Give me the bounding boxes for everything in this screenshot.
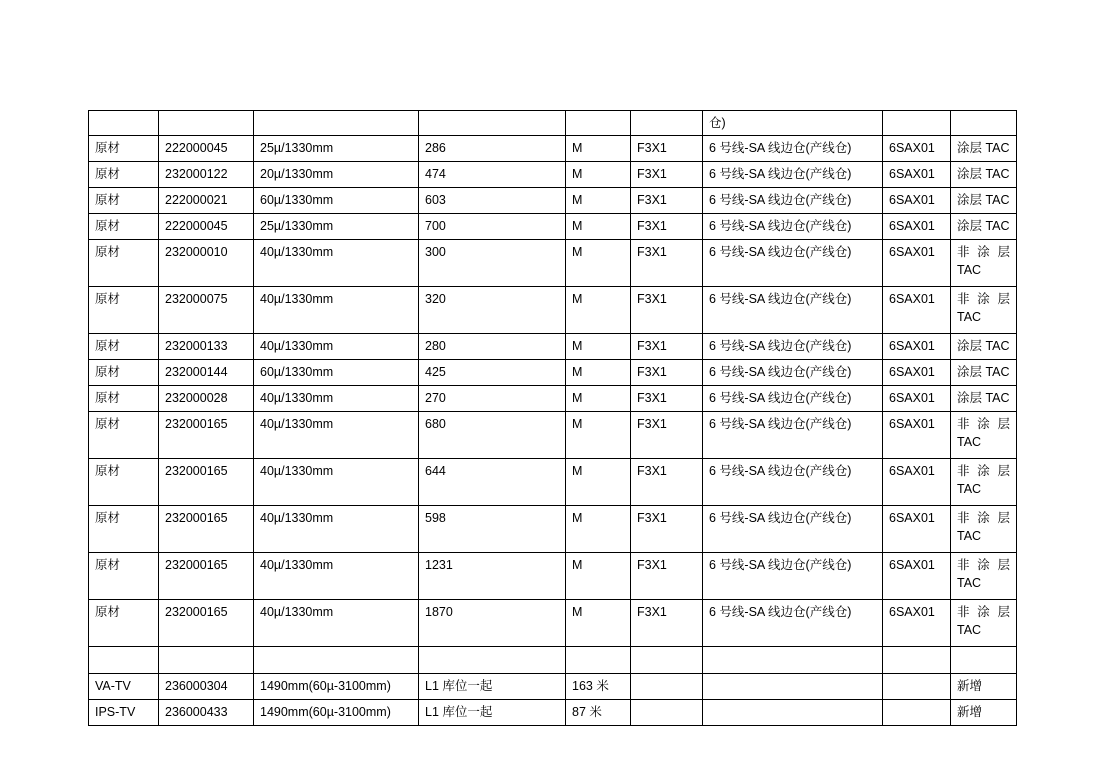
table-cell: 6SAX01 [883,287,951,334]
table-row [89,287,1017,334]
table-row [89,647,1017,674]
table-row [89,188,1017,214]
table-cell [951,647,1017,674]
table-row [89,412,1017,459]
table-cell: 非 涂 层 TAC [951,506,1017,553]
table-cell: 40µ/1330mm [254,240,419,287]
table-cell: 1490mm(60µ-3100mm) [254,700,419,726]
table-cell [951,111,1017,136]
table-cell: 232000165 [159,459,254,506]
table-cell [419,111,566,136]
table-cell: M [566,334,631,360]
table-cell: 1231 [419,553,566,600]
table-cell: 新增 [951,700,1017,726]
table-cell: 40µ/1330mm [254,459,419,506]
table-cell: 232000165 [159,412,254,459]
table-cell: 仓) [703,111,883,136]
table-cell: 原材 [89,386,159,412]
table-row [89,111,1017,136]
table-cell: F3X1 [631,412,703,459]
table-cell: F3X1 [631,188,703,214]
table-cell [703,700,883,726]
table-cell [703,674,883,700]
table-cell [883,674,951,700]
table-cell: F3X1 [631,240,703,287]
table-cell: 原材 [89,214,159,240]
table-cell: 6SAX01 [883,188,951,214]
table-row [89,240,1017,287]
table-cell: 680 [419,412,566,459]
table-cell: 644 [419,459,566,506]
table-cell: F3X1 [631,214,703,240]
table-cell: M [566,240,631,287]
table-cell: M [566,600,631,647]
table-row [89,506,1017,553]
table-cell: 6 号线-SA 线边仓(产线仓) [703,412,883,459]
table-cell: F3X1 [631,386,703,412]
table-cell: 474 [419,162,566,188]
table-cell [89,647,159,674]
table-cell: F3X1 [631,287,703,334]
table-cell: 涂层 TAC [951,360,1017,386]
table-cell: 232000144 [159,360,254,386]
table-cell [631,111,703,136]
table-cell: 1490mm(60µ-3100mm) [254,674,419,700]
table-row [89,553,1017,600]
table-cell: M [566,412,631,459]
table-cell [254,647,419,674]
table-cell: IPS-TV [89,700,159,726]
table-cell: M [566,386,631,412]
table-cell: 232000028 [159,386,254,412]
table-cell [631,700,703,726]
table-cell: F3X1 [631,459,703,506]
table-cell: 20µ/1330mm [254,162,419,188]
table-cell: 非 涂 层 TAC [951,287,1017,334]
table-cell: 6 号线-SA 线边仓(产线仓) [703,162,883,188]
table-cell: 6SAX01 [883,386,951,412]
inventory-table [88,110,1017,726]
table-cell: 6 号线-SA 线边仓(产线仓) [703,188,883,214]
table-cell: 40µ/1330mm [254,600,419,647]
table-cell [566,111,631,136]
table-cell: 25µ/1330mm [254,214,419,240]
table-cell: 270 [419,386,566,412]
table-cell: 6 号线-SA 线边仓(产线仓) [703,506,883,553]
table-cell: 非 涂 层 TAC [951,600,1017,647]
table-cell: 6SAX01 [883,553,951,600]
table-row [89,214,1017,240]
table-cell [631,674,703,700]
table-cell: F3X1 [631,162,703,188]
table-cell: 涂层 TAC [951,334,1017,360]
table-cell: 6 号线-SA 线边仓(产线仓) [703,240,883,287]
table-cell: M [566,360,631,386]
table-cell: L1 库位一起 [419,674,566,700]
table-cell: M [566,506,631,553]
table-cell: 涂层 TAC [951,136,1017,162]
table-cell: 40µ/1330mm [254,386,419,412]
table-cell: 25µ/1330mm [254,136,419,162]
table-cell: 非 涂 层 TAC [951,412,1017,459]
table-cell: 6SAX01 [883,334,951,360]
table-cell: 6 号线-SA 线边仓(产线仓) [703,386,883,412]
table-cell [89,111,159,136]
table-cell: F3X1 [631,553,703,600]
table-cell [566,647,631,674]
table-cell: 40µ/1330mm [254,506,419,553]
table-cell: 6SAX01 [883,600,951,647]
table-cell: 286 [419,136,566,162]
table-cell: M [566,136,631,162]
table-cell: 232000165 [159,553,254,600]
table-cell: 6SAX01 [883,412,951,459]
table-cell: F3X1 [631,136,703,162]
table-cell: 6SAX01 [883,214,951,240]
table-cell: 非 涂 层 TAC [951,553,1017,600]
table-cell [159,647,254,674]
table-cell: 6 号线-SA 线边仓(产线仓) [703,600,883,647]
table-cell [883,700,951,726]
inventory-table-container [88,110,1016,726]
table-cell: 涂层 TAC [951,162,1017,188]
table-cell: 6SAX01 [883,240,951,287]
table-cell: 非 涂 层 TAC [951,240,1017,287]
table-cell: 232000165 [159,600,254,647]
table-cell [159,111,254,136]
table-row [89,162,1017,188]
table-cell: 40µ/1330mm [254,412,419,459]
table-cell: 原材 [89,188,159,214]
table-cell: 原材 [89,240,159,287]
table-cell: F3X1 [631,360,703,386]
table-cell: 6SAX01 [883,459,951,506]
table-cell: 6SAX01 [883,360,951,386]
table-cell: M [566,214,631,240]
table-cell: 60µ/1330mm [254,360,419,386]
table-row [89,386,1017,412]
table-cell: VA-TV [89,674,159,700]
table-cell: 232000165 [159,506,254,553]
table-cell: 232000122 [159,162,254,188]
table-cell: 涂层 TAC [951,188,1017,214]
table-row [89,459,1017,506]
table-cell: 原材 [89,412,159,459]
table-cell: 6 号线-SA 线边仓(产线仓) [703,214,883,240]
table-row [89,600,1017,647]
table-cell: 222000045 [159,136,254,162]
table-cell: 6SAX01 [883,506,951,553]
table-cell: 6 号线-SA 线边仓(产线仓) [703,553,883,600]
table-cell: M [566,188,631,214]
table-cell [419,647,566,674]
table-row [89,360,1017,386]
table-cell: F3X1 [631,334,703,360]
table-cell: 40µ/1330mm [254,287,419,334]
table-cell: M [566,459,631,506]
table-cell: 603 [419,188,566,214]
table-cell: 6 号线-SA 线边仓(产线仓) [703,360,883,386]
table-cell: 6 号线-SA 线边仓(产线仓) [703,287,883,334]
table-cell: 300 [419,240,566,287]
table-cell: 6 号线-SA 线边仓(产线仓) [703,459,883,506]
table-cell: 320 [419,287,566,334]
inventory-table-body [89,111,1017,726]
table-row [89,674,1017,700]
table-row [89,334,1017,360]
table-cell: 涂层 TAC [951,214,1017,240]
table-cell: 原材 [89,287,159,334]
table-cell: 222000021 [159,188,254,214]
table-cell: 163 米 [566,674,631,700]
table-cell: F3X1 [631,506,703,553]
table-cell: 原材 [89,136,159,162]
table-cell: M [566,162,631,188]
table-cell: 87 米 [566,700,631,726]
table-cell [883,647,951,674]
table-cell [703,647,883,674]
table-cell: 60µ/1330mm [254,188,419,214]
table-cell: 700 [419,214,566,240]
table-cell: 非 涂 层 TAC [951,459,1017,506]
table-cell: 原材 [89,506,159,553]
table-cell: 6SAX01 [883,162,951,188]
table-cell: 40µ/1330mm [254,334,419,360]
table-cell: M [566,287,631,334]
table-cell: 236000433 [159,700,254,726]
table-cell: F3X1 [631,600,703,647]
table-cell: 6 号线-SA 线边仓(产线仓) [703,334,883,360]
table-cell: 原材 [89,162,159,188]
table-cell: 425 [419,360,566,386]
table-cell: 232000075 [159,287,254,334]
table-cell [883,111,951,136]
table-cell: 232000010 [159,240,254,287]
table-cell: 40µ/1330mm [254,553,419,600]
table-cell: 280 [419,334,566,360]
table-row [89,700,1017,726]
table-cell: M [566,553,631,600]
table-cell: 6SAX01 [883,136,951,162]
table-cell: 232000133 [159,334,254,360]
table-cell: 1870 [419,600,566,647]
table-cell: 原材 [89,459,159,506]
table-cell: 222000045 [159,214,254,240]
table-cell: 原材 [89,553,159,600]
table-cell [631,647,703,674]
table-cell: 236000304 [159,674,254,700]
table-cell: 涂层 TAC [951,386,1017,412]
table-cell: 原材 [89,600,159,647]
table-cell: 新增 [951,674,1017,700]
table-row [89,136,1017,162]
table-cell: 598 [419,506,566,553]
table-cell [254,111,419,136]
table-cell: L1 库位一起 [419,700,566,726]
table-cell: 原材 [89,360,159,386]
table-cell: 原材 [89,334,159,360]
table-cell: 6 号线-SA 线边仓(产线仓) [703,136,883,162]
